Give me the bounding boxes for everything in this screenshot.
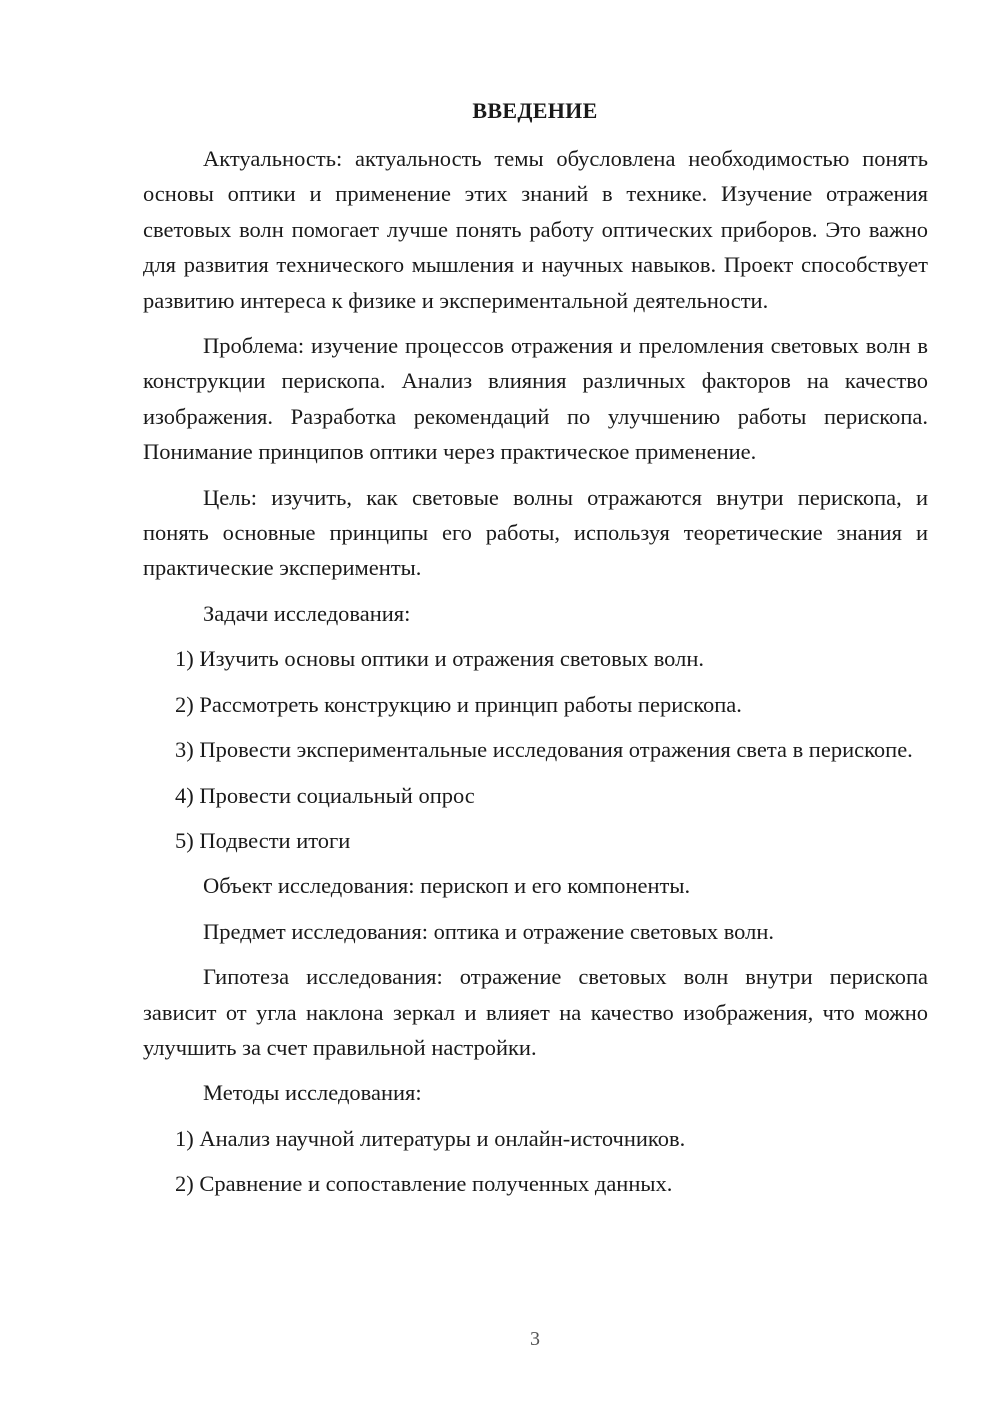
- page-number: 3: [530, 1328, 540, 1350]
- paragraph-tasks-heading: Задачи исследования:: [203, 600, 411, 626]
- list-item: 1) Анализ научной литературы и онлайн-источников.: [175, 1125, 686, 1151]
- body-text: [143, 141, 928, 1212]
- paragraph-goal: Цель: изучить, как световые волны отражаются внутри перископа, и понять основные принципы его работы, используя теоретические знания и практические эксперименты.: [143, 484, 928, 581]
- list-item: 2) Сравнение и сопоставление полученных данных.: [175, 1171, 673, 1197]
- list-item: 1) Изучить основы оптики и отражения световых волн.: [175, 646, 705, 672]
- paragraph-problem: Проблема: изучение процессов отражения и преломления световых волн в конструкции перископа. Анализ влияния различных факторов на качество изображения. Разработка рекомендаций по улучшению работы перископа. Понимание принципов оптики через практическое применение.: [143, 333, 928, 465]
- page-title: ВВЕДЕНИЕ: [472, 98, 598, 123]
- list-item: 3) Провести экспериментальные исследования отражения света в перископе.: [175, 737, 913, 763]
- paragraph-methods-heading: Методы исследования:: [203, 1080, 422, 1106]
- paragraph-subject: Предмет исследования: оптика и отражение световых волн.: [203, 918, 775, 944]
- list-item: 5) Подвести итоги: [175, 827, 351, 853]
- list-item: 2) Рассмотреть конструкцию и принцип работы перископа.: [175, 691, 742, 717]
- paragraph-hypothesis: Гипотеза исследования: отражение световых волн внутри перископа зависит от угла наклона зеркал и влияет на качество изображения, что можно улучшить за счет правильной настройки.: [143, 964, 928, 1060]
- list-item: 4) Провести социальный опрос: [175, 782, 475, 808]
- paragraph-relevance: Актуальность: актуальность темы обусловлена необходимостью понять основы оптики и применение этих знаний в технике. Изучение отражения световых волн помогает лучше понять работу оптических приборов. Это важно для развития технического мышления и научных навыков. Проект способствует развитию интереса к физике и экспериментальной деятельности.: [143, 146, 928, 313]
- paragraph-object: Объект исследования: перископ и его компоненты.: [203, 873, 691, 899]
